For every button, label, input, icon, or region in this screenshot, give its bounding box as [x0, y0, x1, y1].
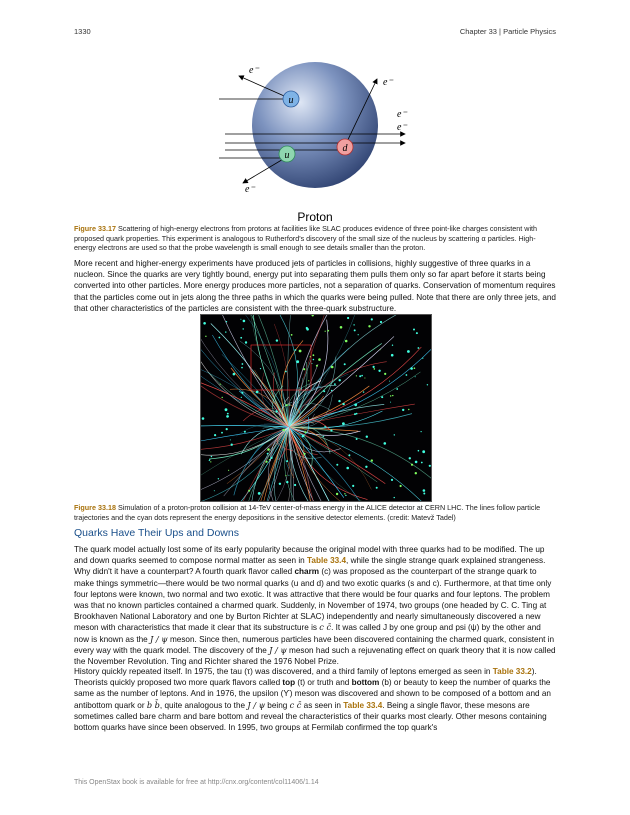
energy-deposit-dot [384, 442, 387, 445]
figure-number: Figure 33.17 [74, 224, 116, 233]
energy-deposit-dot [244, 431, 246, 433]
energy-deposit-dot [391, 479, 393, 481]
paragraph-jets: More recent and higher-energy experiments have produced jets of particles in collisions, highly suggestive of three quarks in a nucleon. Since the quarks are very tightly bound, energy put into separating them pulls them only so far apart before it starts being converted into other particles. More energy produces more particles, not a separation of quarks. Conservation of momentum requires that the particles come out in jets along the three paths in which the quarks were being pulled. Note that there are only three jets, and that other characteristics of the particles are consistent with the three-quark substructure. [74, 259, 556, 313]
energy-deposit-dot [209, 460, 210, 461]
energy-deposit-dot [304, 453, 306, 455]
energy-deposit-dot [376, 487, 378, 489]
energy-deposit-dot [266, 461, 268, 463]
energy-deposit-dot [427, 384, 428, 385]
energy-deposit-dot [344, 363, 346, 365]
energy-deposit-dot [345, 340, 348, 343]
energy-deposit-dot [359, 375, 361, 377]
energy-deposit-dot [210, 461, 211, 462]
energy-deposit-dot [384, 373, 386, 375]
chapter-title: Chapter 33 | Particle Physics [459, 27, 556, 36]
energy-deposit-dot [202, 417, 205, 420]
energy-deposit-dot [313, 354, 315, 356]
energy-deposit-dot [241, 392, 243, 394]
electron-label-2: e⁻ [383, 77, 393, 88]
energy-deposit-dot [299, 350, 302, 353]
energy-deposit-dot [414, 367, 416, 369]
energy-deposit-dot [338, 400, 340, 402]
energy-deposit-dot [301, 389, 302, 390]
particle-track [289, 427, 368, 500]
proton-sphere [252, 62, 378, 188]
energy-deposit-dot [346, 467, 349, 470]
energy-deposit-dot [312, 363, 313, 364]
table-33-4-link[interactable]: Table 33.4 [307, 556, 347, 566]
energy-deposit-dot [219, 337, 221, 339]
energy-deposit-dot [422, 450, 425, 453]
energy-deposit-dot [354, 403, 357, 406]
energy-deposit-dot [325, 331, 326, 332]
particle-track [289, 427, 402, 501]
footer-note: This OpenStax book is available for free at http://cnx.org/content/col11406/1.14 [74, 779, 319, 786]
energy-deposit-dot [339, 379, 341, 381]
energy-deposit-dot [228, 470, 229, 471]
energy-deposit-dot [416, 332, 418, 334]
energy-deposit-dot [340, 326, 343, 329]
energy-deposit-dot [345, 495, 346, 496]
energy-deposit-dot [243, 328, 244, 329]
energy-deposit-dot [381, 396, 383, 398]
energy-deposit-dot [423, 489, 426, 492]
energy-deposit-dot [371, 318, 373, 320]
energy-deposit-dot [352, 485, 354, 487]
energy-deposit-dot [356, 438, 358, 440]
energy-deposit-dot [323, 390, 325, 392]
energy-deposit-dot [313, 359, 315, 361]
energy-deposit-dot [248, 490, 250, 492]
table-33-4-link-2[interactable]: Table 33.4 [343, 700, 383, 710]
energy-deposit-dot [226, 428, 228, 430]
energy-deposit-dot [275, 410, 277, 412]
energy-deposit-dot [306, 327, 308, 329]
energy-deposit-dot [227, 413, 229, 415]
particle-track [201, 341, 289, 427]
energy-deposit-dot [356, 413, 358, 415]
energy-deposit-dot [271, 457, 273, 459]
energy-deposit-dot [371, 459, 373, 461]
energy-deposit-dot [303, 368, 305, 370]
energy-deposit-dot [226, 321, 227, 322]
energy-deposit-dot [225, 408, 228, 411]
energy-deposit-dot [243, 320, 246, 323]
energy-deposit-dot [411, 464, 413, 466]
energy-deposit-dot [267, 448, 270, 451]
energy-deposit-dot [342, 403, 344, 405]
energy-deposit-dot [394, 434, 395, 435]
energy-deposit-dot [304, 431, 306, 433]
energy-deposit-dot [276, 339, 278, 341]
energy-deposit-dot [402, 409, 404, 411]
proton-label: Proton [297, 210, 333, 224]
particle-track [201, 426, 289, 427]
energy-deposit-dot [288, 475, 289, 476]
energy-deposit-dot [245, 341, 247, 343]
paragraph-charm: The quark model actually lost some of its early popularity because the original model with three quarks had to be modified. The up and down quarks seemed to compose normal matter as seen in Table 33.4, while the single strange quark explained strangeness. Why didn't it have a counterpart? A fourth quark flavor called charm (c) was proposed as the counterpart of the strange quark to make things symmetric—there would be two normal quarks (u and d) and two exotic quarks (s and c). Furthermore, at that time only four leptons were known, two normal and two exotic. It was attractive that there would be four quarks and four leptons. The problem was that no known particles contained a charmed quark. Suddenly, in November of 1974, two groups (one headed by C. C. Ting at Brookhaven National Laboratory and one by Burton Richter at SLAC) independently and nearly simultaneously discovered a new meson with characteristics that made it clear that its substructure is c c̄. It was called J by one group and psi (ψ) by the other and now is known as the J / ψ meson. Since then, numerous particles have been discovered containing the charmed quark, consistent in every way with the quark model. The discovery of the J / ψ meson had such a rejuvenating effect on quark theory that it is now called the November Revolution. Ting and Richter shared the 1976 Nobel Prize. [74, 545, 556, 667]
energy-deposit-dot [258, 492, 261, 495]
energy-deposit-dot [354, 413, 356, 415]
energy-deposit-dot [300, 421, 301, 422]
energy-deposit-dot [389, 381, 390, 382]
energy-deposit-dot [358, 334, 359, 335]
energy-deposit-dot [392, 345, 393, 346]
energy-deposit-dot [256, 391, 259, 394]
energy-deposit-dot [396, 388, 398, 390]
energy-deposit-dot [418, 347, 420, 349]
electron-label-1: e⁻ [249, 65, 259, 76]
energy-deposit-dot [230, 439, 231, 440]
energy-deposit-dot [214, 434, 216, 436]
energy-deposit-dot [218, 478, 219, 479]
electron-label-3: e⁻ [397, 109, 407, 120]
energy-deposit-dot [323, 436, 324, 437]
energy-deposit-dot [374, 368, 376, 370]
energy-deposit-dot [331, 366, 334, 369]
particle-track [201, 315, 289, 427]
energy-deposit-dot [334, 383, 336, 385]
energy-deposit-dot [331, 390, 333, 392]
energy-deposit-dot [316, 365, 318, 367]
energy-deposit-dot [267, 453, 269, 455]
energy-deposit-dot [241, 367, 243, 369]
up-quark-2-label: u [284, 150, 290, 161]
energy-deposit-dot [286, 481, 288, 483]
energy-deposit-dot [312, 315, 314, 317]
energy-deposit-dot [363, 391, 364, 392]
energy-deposit-dot [410, 367, 413, 370]
energy-deposit-dot [390, 395, 391, 396]
figure-number: Figure 33.18 [74, 503, 116, 512]
energy-deposit-dot [380, 321, 382, 323]
energy-deposit-dot [380, 349, 381, 350]
energy-deposit-dot [221, 432, 223, 434]
energy-deposit-dot [361, 375, 363, 377]
energy-deposit-dot [282, 429, 285, 432]
energy-deposit-dot [286, 460, 288, 462]
energy-deposit-dot [406, 374, 408, 376]
energy-deposit-dot [279, 483, 281, 485]
particle-track [248, 315, 289, 427]
page-number: 1330 [74, 27, 91, 36]
down-quark-label: d [342, 143, 348, 154]
collision-simulation [201, 315, 431, 501]
energy-deposit-dot [205, 336, 206, 337]
energy-deposit-dot [214, 490, 215, 491]
energy-deposit-dot [364, 378, 365, 379]
electron-label-5: e⁻ [245, 184, 255, 195]
energy-deposit-dot [228, 416, 229, 417]
energy-deposit-dot [336, 493, 338, 495]
energy-deposit-dot [330, 429, 332, 431]
energy-deposit-dot [356, 375, 357, 376]
energy-deposit-dot [240, 337, 242, 339]
figure-33-18-caption: Figure 33.18 Simulation of a proton-proton collision at 14-TeV center-of-mass energy in the ALICE detector at CERN LHC. The lines follow particle trajectories and the cyan dots represent the energy depositions in the sensitive detector elements. (credit: Matevž Tadel) [74, 503, 541, 522]
paragraph-history: History quickly repeated itself. In 1975, the tau (τ) was discovered, and a third family of leptons emerged as seen in Table 33.2). Theorists quickly proposed two more quark flavors called top (t) or truth and bottom (b) or beauty to keep the number of quarks the same as the number of leptons. And in 1976, the upsilon (ϒ) meson was discovered and shown to be composed of a bottom and an antibottom quark or b b̄, quite analogous to the J / ψ being c c̄ as seen in Table 33.4. Being a single flavor, these mesons are sometimes called bare charm and bare bottom and reveal the characteristics of their quarks most clearly. Other mesons containing bottom quarks have since been observed. In 1995, two groups at Fermilab confirmed the top quark's [74, 667, 551, 733]
energy-deposit-dot [344, 493, 345, 494]
energy-deposit-dot [394, 497, 395, 498]
energy-deposit-dot [233, 373, 236, 376]
energy-deposit-dot [342, 422, 345, 425]
energy-deposit-dot [269, 459, 270, 460]
energy-deposit-dot [409, 457, 411, 459]
energy-deposit-dot [400, 485, 402, 487]
energy-deposit-dot [289, 404, 290, 405]
energy-deposit-dot [348, 454, 350, 456]
energy-deposit-dot [408, 409, 409, 410]
energy-deposit-dot [318, 358, 321, 361]
energy-deposit-dot [242, 363, 244, 365]
energy-deposit-dot [286, 404, 288, 406]
energy-deposit-dot [211, 456, 212, 457]
energy-deposit-dot [308, 380, 309, 381]
energy-deposit-dot [327, 330, 329, 332]
energy-deposit-dot [415, 376, 416, 377]
energy-deposit-dot [296, 360, 299, 363]
energy-deposit-dot [392, 395, 393, 396]
energy-deposit-dot [421, 462, 423, 464]
energy-deposit-dot [294, 484, 296, 486]
energy-deposit-dot [429, 465, 431, 467]
section-title: Quarks Have Their Ups and Downs [74, 527, 239, 539]
proton-scattering-diagram [205, 55, 425, 225]
energy-deposit-dot [347, 317, 349, 319]
energy-deposit-dot [365, 466, 367, 468]
energy-deposit-dot [415, 472, 417, 474]
energy-deposit-dot [390, 402, 391, 403]
energy-deposit-dot [203, 322, 206, 325]
alice-collision-image [200, 314, 432, 502]
energy-deposit-dot [373, 366, 375, 368]
energy-deposit-dot [423, 493, 425, 495]
energy-deposit-dot [378, 370, 380, 372]
energy-deposit-dot [336, 464, 338, 466]
particle-track [289, 427, 344, 498]
energy-deposit-dot [222, 397, 223, 398]
energy-deposit-dot [260, 368, 261, 369]
energy-deposit-dot [231, 444, 233, 446]
energy-deposit-dot [413, 329, 415, 331]
energy-deposit-dot [295, 349, 297, 351]
energy-deposit-dot [241, 397, 242, 398]
energy-deposit-dot [220, 384, 221, 385]
table-33-2-link[interactable]: Table 33.2 [492, 667, 532, 676]
energy-deposit-dot [240, 319, 241, 320]
energy-deposit-dot [368, 325, 370, 327]
figure-33-17-caption: Figure 33.17 Scattering of high-energy electrons from protons at facilities like SLAC produces evidence of three point-like charges consistent with proposed quark properties. This experiment is analogous to Rutherford's discovery of the small size of the nucleus by scattering α particles. High-energy electrons are used so that the probe wavelength is small enough to see details smaller than the proton. [74, 224, 538, 252]
electron-label-4: e⁻ [397, 122, 407, 133]
energy-deposit-dot [353, 324, 354, 325]
energy-deposit-dot [422, 358, 423, 359]
particle-track [289, 427, 431, 485]
energy-deposit-dot [366, 436, 368, 438]
energy-deposit-dot [285, 475, 286, 476]
energy-deposit-dot [354, 329, 356, 331]
energy-deposit-dot [302, 435, 305, 438]
energy-deposit-dot [418, 450, 420, 452]
energy-deposit-dot [391, 354, 394, 357]
energy-deposit-dot [324, 426, 326, 428]
energy-deposit-dot [291, 334, 293, 336]
energy-deposit-dot [415, 461, 418, 464]
up-quark-1-label: u [288, 95, 294, 106]
energy-deposit-dot [407, 350, 410, 353]
particle-track [289, 404, 415, 427]
particle-track [201, 315, 289, 427]
energy-deposit-dot [225, 331, 226, 332]
energy-deposit-dot [285, 371, 287, 373]
energy-deposit-dot [421, 431, 422, 432]
